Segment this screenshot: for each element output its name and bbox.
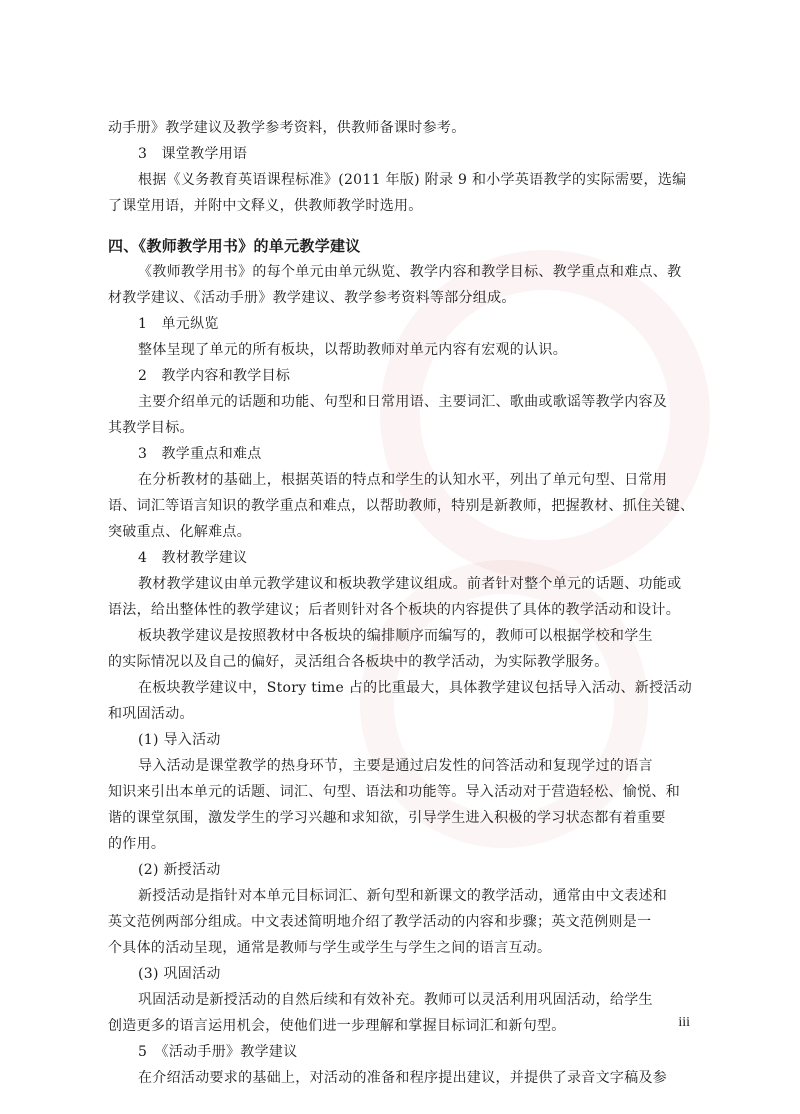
text-line: 的作用。 (108, 836, 166, 852)
subsection-heading: 3 教学重点和难点 (138, 446, 262, 462)
text-line: 知识来引出本单元的话题、词汇、句型、语法和功能等。导入活动对于营造轻松、愉悦、和 (108, 784, 680, 800)
subsection-heading: 1 单元纵览 (138, 316, 219, 332)
text-line: 教材教学建议由单元教学建议和板块教学建议组成。前者针对整个单元的话题、功能或 (138, 576, 682, 592)
text-line: 《教师教学用书》的每个单元由单元纵览、教学内容和教学目标、教学重点和难点、教 (138, 264, 682, 280)
text-line: 板块教学建议是按照教材中各板块的编排顺序而编写的，教师可以根据学校和学生 (138, 628, 653, 644)
subsection-heading: 2 教学内容和教学目标 (138, 368, 291, 384)
text-line: 语法，给出整体性的教学建议；后者则针对各个板块的内容提供了具体的教学活动和设计。 (108, 602, 680, 618)
text-line: 的实际情况以及自己的偏好，灵活组合各板块中的教学活动，为实际教学服务。 (108, 654, 609, 670)
subsection-heading: (3) 巩固活动 (138, 966, 221, 982)
text-line: 个具体的活动呈现，通常是教师与学生或学生与学生之间的语言互动。 (108, 940, 552, 956)
text-line: 根据《义务教育英语课程标准》(2011 年版) 附录 9 和小学英语教学的实际需要，选编 (138, 172, 687, 188)
text-line: 语、词汇等语言知识的教学重点和难点，以帮助教师，特别是新教师，把握教材、抓住关键、 (108, 498, 695, 514)
text-line: 主要介绍单元的话题和功能、句型和日常用语、主要词汇、歌曲或歌谣等教学内容及 (138, 394, 668, 410)
text-line: 巩固活动是新授活动的自然后续和有效补充。教师可以灵活利用巩固活动，给学生 (138, 992, 653, 1008)
text-line: 材教学建议、《活动手册》教学建议、教学参考资料等部分组成。 (108, 290, 516, 306)
text-line: 导入活动是课堂教学的热身环节，主要是通过启发性的问答活动和复现学过的语言 (138, 758, 653, 774)
text-line: 了课堂用语，并附中文释义，供教师教学时选用。 (108, 198, 423, 214)
text-line: 在分析教材的基础上，根据英语的特点和学生的认知水平，列出了单元句型、日常用 (138, 472, 668, 488)
subsection-heading: (2) 新授活动 (138, 862, 221, 878)
subsection-heading: 3 课堂教学用语 (138, 146, 248, 162)
subsection-heading: (1) 导入活动 (138, 732, 221, 748)
text-line: 动手册》教学建议及教学参考资料，供教师备课时参考。 (108, 120, 466, 136)
text-line: 英文范例两部分组成。中文表述简明地介绍了教学活动的内容和步骤；英文范例则是一 (108, 914, 652, 930)
text-line: 和巩固活动。 (108, 706, 194, 722)
page-number: iii (678, 1015, 690, 1030)
text-line: 谐的课堂氛围，激发学生的学习兴趣和求知欲，引导学生进入积极的学习状态都有着重要 (108, 810, 666, 826)
subsection-heading: 4 教材教学建议 (138, 550, 248, 566)
section-heading: 四、《教师教学用书》的单元教学建议 (108, 237, 361, 255)
text-line: 创造更多的语言运用机会，使他们进一步理解和掌握目标词汇和新句型。 (108, 1018, 566, 1034)
text-line: 突破重点、化解难点。 (108, 524, 251, 540)
text-line: 在介绍活动要求的基础上，对活动的准备和程序提出建议，并提供了录音文字稿及参 (138, 1070, 668, 1086)
subsection-heading: 5 《活动手册》教学建议 (138, 1044, 298, 1060)
text-line: 在板块教学建议中，Story time 占的比重最大，具体教学建议包括导入活动、新授活动 (138, 680, 693, 696)
text-line: 新授活动是指针对本单元目标词汇、新句型和新课文的教学活动，通常由中文表述和 (138, 888, 668, 904)
text-line: 整体呈现了单元的所有板块，以帮助教师对单元内容有宏观的认识。 (138, 342, 567, 358)
text-line: 其教学目标。 (108, 420, 194, 436)
